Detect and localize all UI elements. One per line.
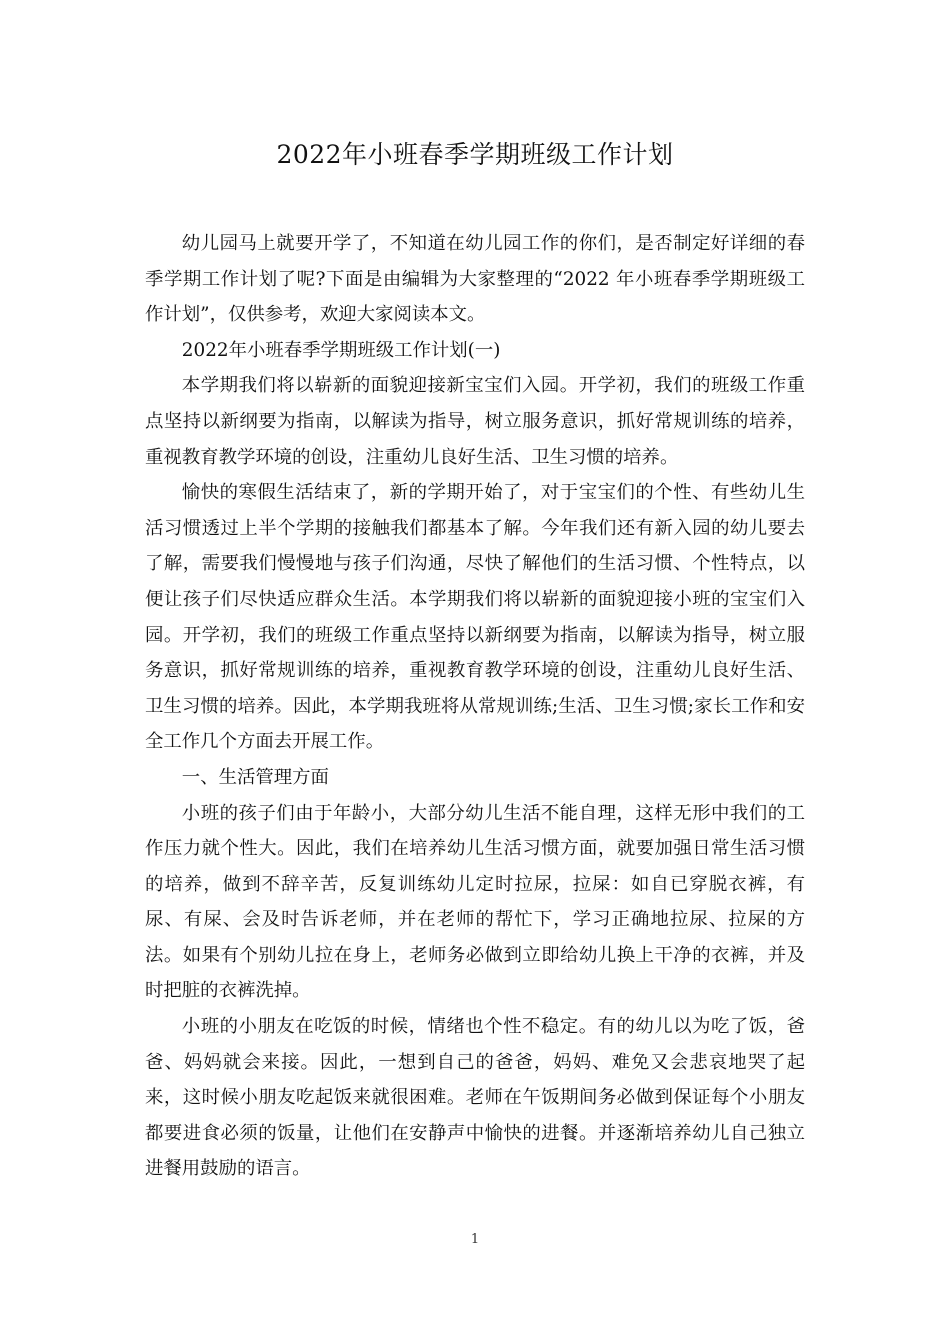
paragraph-new-semester: 愉快的寒假生活结束了，新的学期开始了，对于宝宝们的个性、有些幼儿生活习惯透过上半个学期的接触我们都基本了解。今年我们还有新入园的幼儿要去了解，需要我们慢慢地与孩子们沟通，尽快了解他们的生活习惯、个性特点，以便让孩子们尽快适应群众生活。本学期我们将以崭新的面貌迎接小班的宝宝们入园。开学初，我们的班级工作重点坚持以新纲要为指南，以解读为指导，树立服务意识，抓好常规训练的培养，重视教育教学环境的创设，注重幼儿良好生活、卫生习惯的培养。因此，本学期我班将从常规训练;生活、卫生习惯;家长工作和安全工作几个方面去开展工作。 — [145, 482, 805, 753]
section-heading-life-management: 一、生活管理方面 — [181, 766, 329, 788]
section-heading-plan-one: 2022年小班春季学期班级工作计划(一) — [181, 339, 501, 361]
paragraph-intro: 幼儿园马上就要开学了，不知道在幼儿园工作的你们，是否制定好详细的春季学期工作计划了呢?下面是由编辑为大家整理的“2022 年小班春季学期班级工作计划”，仅供参考，欢迎大家阅读本文。 — [145, 233, 805, 326]
page-number: 1 — [470, 1232, 480, 1247]
document-body — [145, 226, 805, 1187]
paragraph-life-habits: 小班的孩子们由于年龄小，大部分幼儿生活不能自理，这样无形中我们的工作压力就个性大。因此，我们在培养幼儿生活习惯方面，就要加强日常生活习惯的培养，做到不辞辛苦，反复训练幼儿定时拉尿，拉屎：如自已穿脱衣裤，有尿、有屎、会及时告诉老师，并在老师的帮忙下，学习正确地拉尿、拉屎的方法。如果有个别幼儿拉在身上，老师务必做到立即给幼儿换上干净的衣裤，并及时把脏的衣裤洗掉。 — [145, 802, 805, 1002]
paragraph-plan-overview: 本学期我们将以崭新的面貌迎接新宝宝们入园。开学初，我们的班级工作重点坚持以新纲要为指南，以解读为指导，树立服务意识，抓好常规训练的培养，重视教育教学环境的创设，注重幼儿良好生活、卫生习惯的培养。 — [145, 375, 805, 468]
document-title: 2022年小班春季学期班级工作计划 — [276, 140, 674, 169]
paragraph-mealtime: 小班的小朋友在吃饭的时候，情绪也个性不稳定。有的幼儿以为吃了饭，爸爸、妈妈就会来接。因此，一想到自己的爸爸，妈妈、难免又会悲哀地哭了起来，这时候小朋友吃起饭来就很困难。老师在午饭期间务必做到保证每个小朋友都要进食必须的饭量，让他们在安静声中愉快的进餐。并逐渐培养幼儿自己独立进餐用鼓励的语言。 — [145, 1016, 805, 1180]
